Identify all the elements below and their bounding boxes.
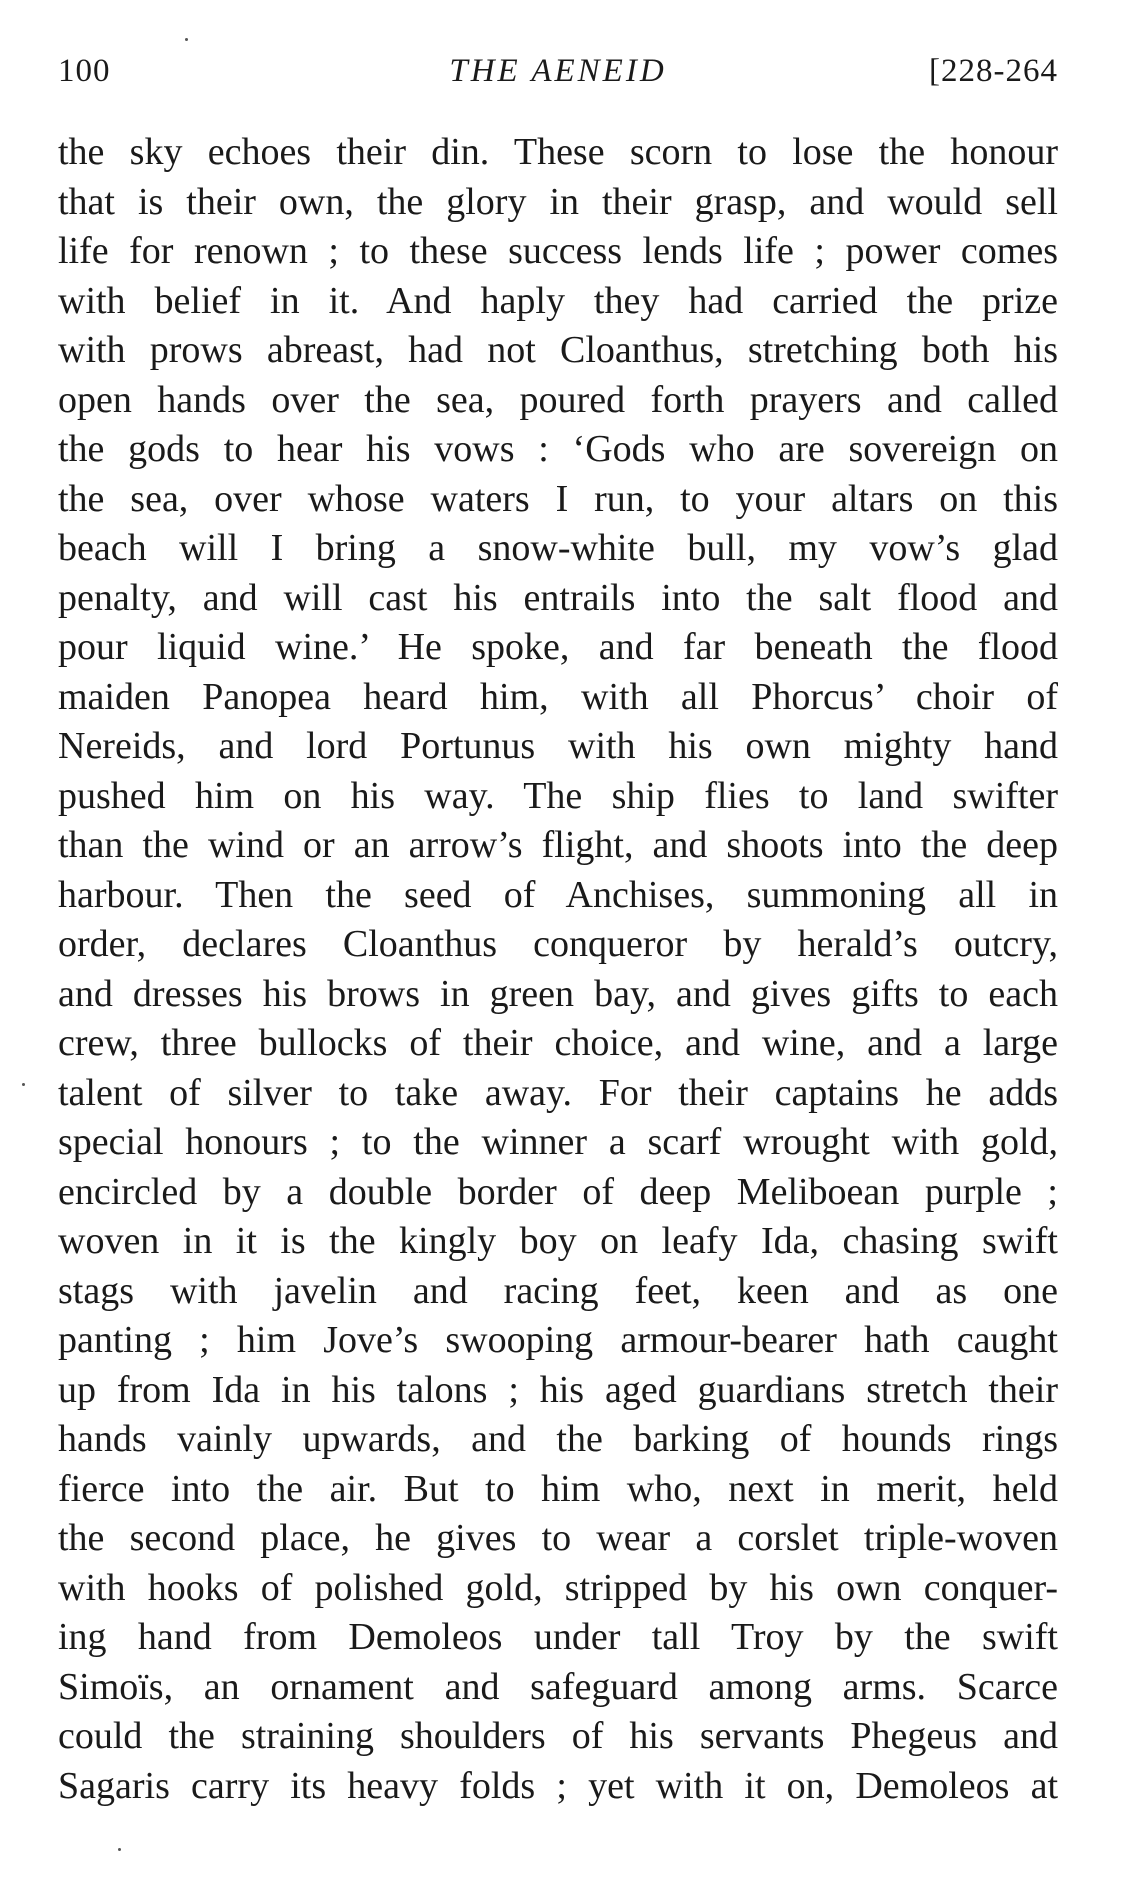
text-line: open hands over the sea, poured forth prayers and called: [58, 378, 1058, 421]
text-line: with prows abreast, had not Cloanthus, stretching both his: [58, 329, 1058, 371]
text-line: could the straining shoulders of his servants Phegeus and: [58, 1715, 1058, 1757]
text-line: pour liquid wine.’ He spoke, and far beneath the flood: [58, 626, 1058, 668]
text-line: the sea, over whose waters I run, to your altars on this: [58, 477, 1058, 520]
text-line: the sky echoes their din. These scorn to lose the honour: [58, 131, 1058, 173]
text-line: and dresses his brows in green bay, and gives gifts to each: [58, 972, 1058, 1015]
running-header: [58, 48, 1058, 94]
line-range: [228-264: [929, 53, 1058, 89]
text-line: ing hand from Demoleos under tall Troy by the swift: [58, 1616, 1058, 1658]
text-line: stags with javelin and racing feet, keen and as one: [58, 1269, 1058, 1312]
text-line: the second place, he gives to wear a corslet triple-woven: [58, 1517, 1058, 1559]
text-line: harbour. Then the seed of Anchises, summoning all in: [58, 873, 1058, 916]
text-line: woven in it is the kingly boy on leafy Ida, chasing swift: [58, 1220, 1058, 1262]
print-speck: [118, 1848, 121, 1851]
text-line: talent of silver to take away. For their captains he adds: [58, 1071, 1058, 1114]
text-line: Simoïs, an ornament and safeguard among arms. Scarce: [58, 1665, 1058, 1708]
text-line: pushed him on his way. The ship flies to land swifter: [58, 774, 1058, 817]
text-line: penalty, and will cast his entrails into the salt flood and: [58, 576, 1058, 619]
text-line: Nereids, and lord Portunus with his own mighty hand: [58, 725, 1058, 767]
text-line: up from Ida in his talons ; his aged guardians stretch their: [58, 1368, 1058, 1411]
print-speck: [22, 1083, 25, 1086]
text-line: the gods to hear his vows : ‘Gods who are sovereign on: [58, 428, 1058, 470]
text-line: special honours ; to the winner a scarf wrought with gold,: [58, 1121, 1058, 1163]
text-line: life for renown ; to these success lends life ; power comes: [58, 230, 1058, 272]
running-title: THE AENEID: [449, 53, 667, 89]
text-line: with belief in it. And haply they had carried the prize: [58, 279, 1058, 322]
text-line: that is their own, the glory in their grasp, and would sell: [58, 180, 1058, 223]
text-line: crew, three bullocks of their choice, and wine, and a large: [58, 1022, 1058, 1064]
text-line: order, declares Cloanthus conqueror by herald’s outcry,: [58, 923, 1058, 965]
text-line: Sagaris carry its heavy folds ; yet with it on, Demoleos at: [58, 1764, 1058, 1807]
page-number: 100: [58, 53, 111, 89]
text-line: with hooks of polished gold, stripped by his own conquer-: [58, 1566, 1058, 1609]
text-line: maiden Panopea heard him, with all Phorcus’ choir of: [58, 675, 1058, 718]
text-line: encircled by a double border of deep Meliboean purple ;: [58, 1170, 1058, 1213]
body-text: [58, 128, 1058, 1811]
text-line: panting ; him Jove’s swooping armour-bearer hath caught: [58, 1319, 1058, 1361]
text-line: beach will I bring a snow-white bull, my vow’s glad: [58, 527, 1058, 569]
text-line: fierce into the air. But to him who, next in merit, held: [58, 1467, 1058, 1510]
print-speck: [185, 38, 188, 41]
text-line: hands vainly upwards, and the barking of hounds rings: [58, 1418, 1058, 1460]
text-line: than the wind or an arrow’s flight, and shoots into the deep: [58, 824, 1058, 866]
